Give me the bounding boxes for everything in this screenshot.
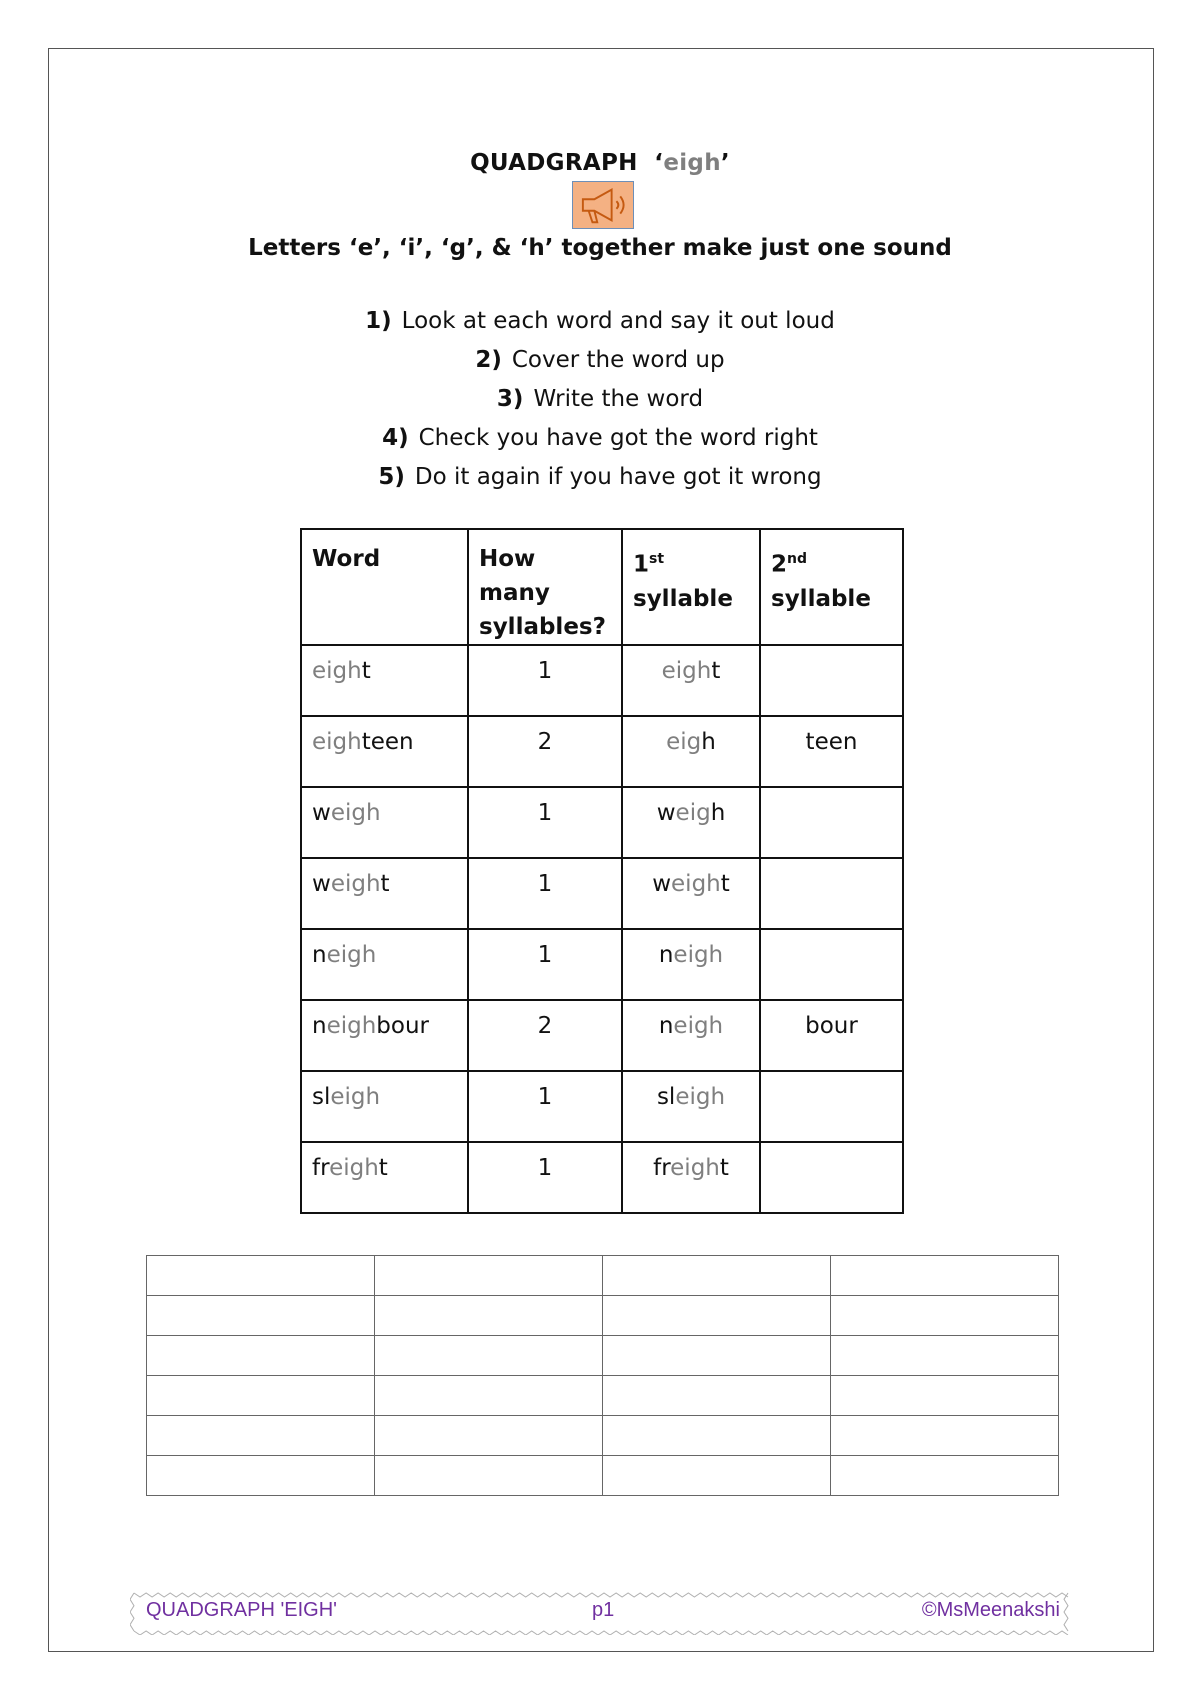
practice-cell[interactable] <box>831 1456 1059 1496</box>
subtitle: Letters ‘e’, ‘i’, ‘g’, & ‘h’ together make just one sound <box>248 235 952 261</box>
title-prefix: QUADGRAPH <box>470 150 638 176</box>
practice-cell[interactable] <box>375 1456 603 1496</box>
practice-cell[interactable] <box>147 1256 375 1296</box>
word-cell: neighbour <box>301 1000 468 1071</box>
practice-grid <box>146 1255 1059 1496</box>
instruction-item: 4) Check you have got the word right <box>382 425 818 451</box>
practice-row <box>147 1456 1059 1496</box>
first-syllable-cell: freight <box>622 1142 760 1213</box>
practice-cell[interactable] <box>831 1376 1059 1416</box>
second-syllable-cell <box>760 929 903 1000</box>
header-word: Word <box>301 529 468 645</box>
practice-cell[interactable] <box>831 1256 1059 1296</box>
first-syllable-cell: sleigh <box>622 1071 760 1142</box>
word-cell: sleigh <box>301 1071 468 1142</box>
word-cell: neigh <box>301 929 468 1000</box>
word-cell: weight <box>301 858 468 929</box>
word-cell: eight <box>301 645 468 716</box>
first-syllable-cell: neigh <box>622 929 760 1000</box>
practice-cell[interactable] <box>603 1376 831 1416</box>
practice-row <box>147 1296 1059 1336</box>
first-syllable-cell: weight <box>622 858 760 929</box>
practice-cell[interactable] <box>375 1256 603 1296</box>
practice-cell[interactable] <box>147 1336 375 1376</box>
header-how-many: How many syllables? <box>468 529 622 645</box>
practice-cell[interactable] <box>147 1296 375 1336</box>
practice-cell[interactable] <box>831 1416 1059 1456</box>
practice-cell[interactable] <box>603 1416 831 1456</box>
second-syllable-cell <box>760 1071 903 1142</box>
page-title <box>0 150 1200 176</box>
first-syllable-cell: eigh <box>622 716 760 787</box>
first-syllable-cell: weigh <box>622 787 760 858</box>
table-row <box>301 1000 903 1071</box>
first-syllable-cell: neigh <box>622 1000 760 1071</box>
practice-cell[interactable] <box>603 1256 831 1296</box>
instruction-item: 3) Write the word <box>496 386 704 412</box>
title-grapheme: eigh <box>663 150 721 176</box>
practice-cell[interactable] <box>603 1456 831 1496</box>
practice-cell[interactable] <box>603 1296 831 1336</box>
practice-row <box>147 1336 1059 1376</box>
practice-cell[interactable] <box>147 1416 375 1456</box>
word-cell: eighteen <box>301 716 468 787</box>
practice-cell[interactable] <box>375 1296 603 1336</box>
practice-cell[interactable] <box>375 1336 603 1376</box>
second-syllable-cell: teen <box>760 716 903 787</box>
instruction-item: 2) Cover the word up <box>475 347 725 373</box>
practice-cell[interactable] <box>831 1336 1059 1376</box>
second-syllable-cell <box>760 1142 903 1213</box>
table-row <box>301 716 903 787</box>
footer-page-number: p1 <box>592 1599 615 1621</box>
table-row <box>301 858 903 929</box>
syllable-count-cell: 1 <box>468 1142 622 1213</box>
speaker-icon[interactable] <box>572 181 634 229</box>
word-cell: freight <box>301 1142 468 1213</box>
practice-cell[interactable] <box>603 1336 831 1376</box>
word-cell: weigh <box>301 787 468 858</box>
practice-row <box>147 1416 1059 1456</box>
table-row <box>301 929 903 1000</box>
practice-cell[interactable] <box>375 1376 603 1416</box>
footer <box>130 1589 1072 1635</box>
instruction-item: 5) Do it again if you have got it wrong <box>378 464 822 490</box>
syllable-count-cell: 2 <box>468 716 622 787</box>
table-row <box>301 645 903 716</box>
header-first-syllable: 1st syllable <box>622 529 760 645</box>
syllable-count-cell: 1 <box>468 787 622 858</box>
second-syllable-cell <box>760 645 903 716</box>
syllable-count-cell: 1 <box>468 645 622 716</box>
title-open-quote: ‘ <box>654 150 664 176</box>
title-close-quote: ’ <box>720 150 730 176</box>
syllable-count-cell: 1 <box>468 929 622 1000</box>
second-syllable-cell <box>760 787 903 858</box>
table-row <box>301 1071 903 1142</box>
practice-cell[interactable] <box>147 1376 375 1416</box>
practice-cell[interactable] <box>375 1416 603 1456</box>
syllable-count-cell: 1 <box>468 1071 622 1142</box>
practice-row <box>147 1256 1059 1296</box>
practice-row <box>147 1376 1059 1416</box>
instruction-list <box>0 302 1200 497</box>
second-syllable-cell <box>760 858 903 929</box>
footer-title: QUADGRAPH 'EIGH' <box>146 1599 337 1621</box>
practice-cell[interactable] <box>147 1456 375 1496</box>
syllable-count-cell: 1 <box>468 858 622 929</box>
second-syllable-cell: bour <box>760 1000 903 1071</box>
table-header-row <box>301 529 903 645</box>
syllable-table <box>300 528 904 1214</box>
syllable-count-cell: 2 <box>468 1000 622 1071</box>
table-row <box>301 787 903 858</box>
practice-cell[interactable] <box>831 1296 1059 1336</box>
instruction-item: 1) Look at each word and say it out loud <box>365 308 835 334</box>
footer-copyright: ©MsMeenakshi <box>921 1599 1060 1621</box>
header-second-syllable: 2nd syllable <box>760 529 903 645</box>
table-row <box>301 1142 903 1213</box>
first-syllable-cell: eight <box>622 645 760 716</box>
